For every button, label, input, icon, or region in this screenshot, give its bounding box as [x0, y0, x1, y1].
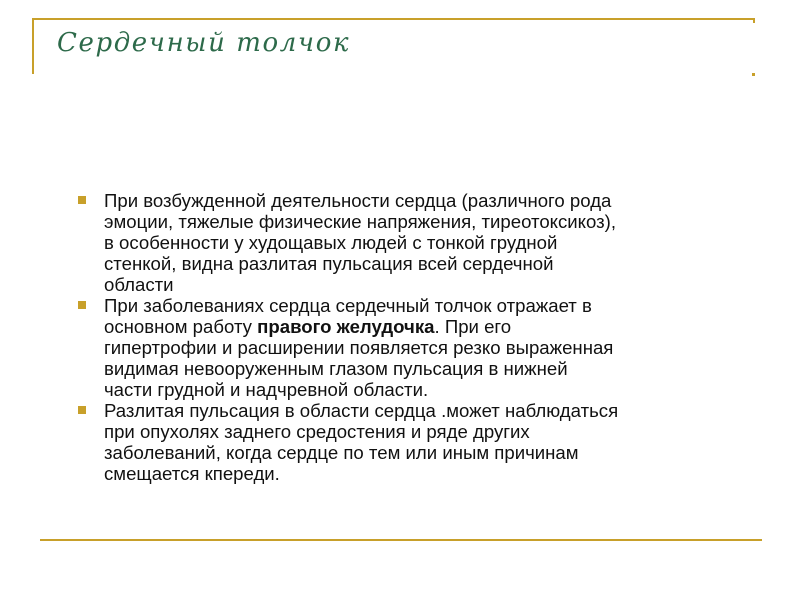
- bullet-1-line-5: области: [104, 274, 174, 295]
- bullet-item-3: [78, 400, 758, 484]
- bullet-1-line-4: стенкой, видна разлитая пульсация всей сердечной: [104, 253, 554, 274]
- title-frame-right-tick: [753, 18, 755, 23]
- bullet-text-3: [104, 400, 758, 484]
- bullet-3-line-1: Разлитая пульсация в области сердца .может наблюдаться: [104, 400, 619, 421]
- square-bullet-icon: [78, 196, 86, 204]
- bullet-1-line-2: эмоции, тяжелые физические напряжения, тиреотоксикоз),: [104, 211, 617, 232]
- bullet-3-line-2: при опухолях заднего средостения и ряде других: [104, 421, 530, 442]
- slide-title: Сердечный толчок: [57, 28, 351, 58]
- bullet-1-line-3: в особенности у худощавых людей с тонкой грудной: [104, 232, 558, 253]
- title-frame-corner-dot: [752, 73, 755, 76]
- bullet-2-line-1: При заболеваниях сердца сердечный толчок отражает в: [104, 295, 592, 316]
- title-frame-top-line: [32, 18, 755, 20]
- bullet-text-2: [104, 295, 758, 400]
- title-frame-left-line: [32, 18, 34, 74]
- bullet-item-2: [78, 295, 758, 400]
- bullet-item-1: [78, 190, 758, 295]
- bottom-divider-line: [40, 539, 762, 541]
- bullet-list: [78, 190, 758, 484]
- bullet-text-1: [104, 190, 758, 295]
- bullet-2-line-5: части грудной и надчревной области.: [104, 379, 429, 400]
- square-bullet-icon: [78, 406, 86, 414]
- bullet-3-line-4: смещается кпереди.: [104, 463, 280, 484]
- bullet-2-line-2-before: основном работу: [104, 316, 258, 337]
- bullet-2-line-3: гипертрофии и расширении появляется резко выраженная: [104, 337, 614, 358]
- bullet-2-line-2-after: . При его: [434, 316, 512, 337]
- bullet-3-line-3: заболеваний, когда сердце по тем или иным причинам: [104, 442, 579, 463]
- bullet-2-line-4: видимая невооруженным глазом пульсация в нижней: [104, 358, 568, 379]
- bullet-2-emphasis: правого желудочка: [257, 316, 435, 337]
- bullet-1-line-1: При возбужденной деятельности сердца (различного рода: [104, 190, 612, 211]
- square-bullet-icon: [78, 301, 86, 309]
